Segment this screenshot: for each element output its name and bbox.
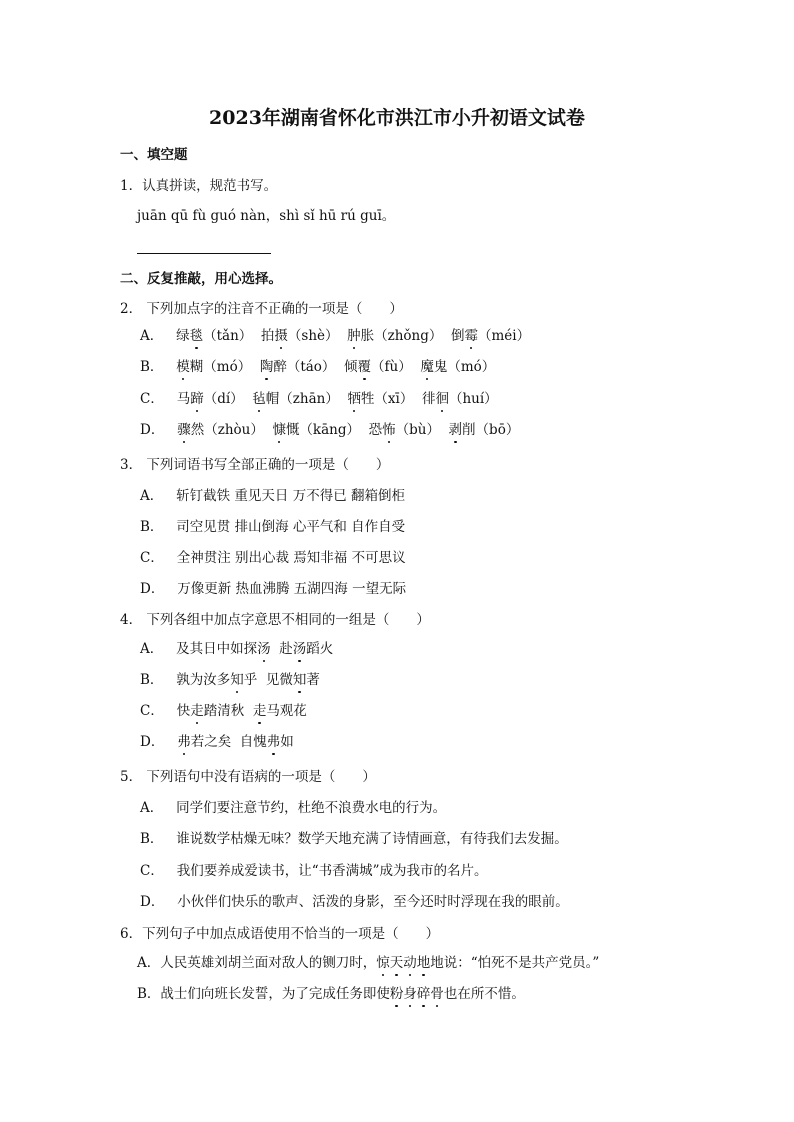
- question-5-option-c[interactable]: C． 我们要养成爱读书，让“书香满城”成为我市的名片。: [140, 863, 488, 879]
- dotted-char: 弗: [266, 734, 281, 750]
- dotted-char: 蹄: [190, 391, 204, 407]
- dotted-char: 走: [190, 703, 204, 719]
- question-5-option-b[interactable]: B． 谁说数学枯燥无味？数学天地充满了诗情画意，有待我们去发掘。: [140, 831, 568, 847]
- option-letter: C．: [140, 550, 164, 566]
- option-letter: A．: [137, 955, 161, 971]
- option-letter: D．: [140, 734, 165, 750]
- page-title: 2023年湖南省怀化市洪江市小升初语文试卷: [209, 107, 585, 129]
- dotted-char: 霉: [464, 328, 478, 344]
- question-2-option-d[interactable]: D． 骤然（zhòu） 慷慨（kāng） 恐怖（bù） 剥削（bō）: [140, 422, 520, 438]
- question-2-stem: 2． 下列加点字的注音不正确的一项是（ ）: [120, 301, 403, 317]
- question-5-stem: 5． 下列语句中没有语病的一项是（ ）: [120, 769, 376, 785]
- option-letter: A．: [140, 800, 164, 816]
- dotted-char: 毯: [189, 328, 204, 344]
- question-2-option-b[interactable]: B． 模糊（mó） 陶醉（táo） 倾覆（fù） 魔鬼（mó）: [140, 359, 496, 375]
- question-4-option-a[interactable]: A． 及其日中如探汤 赴汤蹈火: [140, 641, 334, 657]
- question-4-stem: 4． 下列各组中加点字意思不相同的一组是（ ）: [120, 612, 430, 628]
- dotted-char: 粉: [389, 986, 404, 1002]
- option-letter: B．: [140, 831, 164, 847]
- dotted-char: 汤: [292, 641, 307, 657]
- answer-blank-line: [137, 253, 271, 254]
- dotted-char: 徊: [435, 391, 449, 407]
- dotted-char: 天: [389, 955, 404, 971]
- question-4-option-b[interactable]: B． 孰为汝多知乎 见微知著: [140, 672, 320, 688]
- dotted-char: 怖: [382, 422, 396, 438]
- dotted-char: 慷: [272, 422, 286, 438]
- dotted-char: 动: [403, 955, 417, 971]
- question-6-option-b[interactable]: B．战士们向班长发誓，为了完成任务即使粉身碎骨也在所不惜。: [137, 986, 525, 1002]
- option-letter: C．: [140, 703, 164, 719]
- dotted-char: 肿: [347, 328, 361, 344]
- option-letter: C．: [140, 863, 164, 879]
- dotted-char: 身: [403, 986, 417, 1002]
- question-5-option-a[interactable]: A． 同学们要注意节约，杜绝不浪费水电的行为。: [140, 800, 447, 816]
- question-4-option-d[interactable]: D． 弗若之矣 自愧弗如: [140, 734, 294, 750]
- question-3-option-d[interactable]: D． 万像更新 热血沸腾 五湖四海 一望无际: [140, 581, 407, 597]
- dotted-char: 覆: [357, 359, 372, 375]
- question-1-stem: 1．认真拼读，规范书写。: [120, 178, 278, 194]
- question-6-option-a[interactable]: A．人民英雄刘胡兰面对敌人的铡刀时，惊天动地地说：“怕死不是共产党员。”: [137, 955, 600, 971]
- question-3-stem: 3． 下列词语书写全部正确的一项是（ ）: [120, 457, 390, 473]
- option-letter: A．: [140, 328, 164, 344]
- dotted-char: 剥: [448, 422, 463, 438]
- dotted-char: 知: [230, 672, 244, 688]
- dotted-char: 骨: [430, 986, 444, 1002]
- dotted-char: 模: [176, 359, 190, 375]
- dotted-char: 魔: [420, 359, 434, 375]
- dotted-idiom: [390, 986, 444, 1002]
- question-2-option-a[interactable]: A． 绿毯（tǎn） 拍摄（shè） 肿胀（zhǒng） 倒霉（méi）: [140, 328, 531, 344]
- question-6-stem: 6．下列句子中加点成语使用不恰当的一项是（ ）: [120, 926, 440, 942]
- question-1-pinyin: juān qū fù guó nàn，shì sǐ hū rú guī。: [137, 208, 396, 224]
- dotted-char: 骤: [177, 422, 191, 438]
- option-letter: B．: [140, 359, 164, 375]
- option-letter: A．: [140, 488, 164, 504]
- option-letter: D．: [140, 422, 165, 438]
- question-2-option-c[interactable]: C． 马蹄（dí） 毡帽（zhān） 牺牲（xī） 徘徊（huí）: [140, 391, 498, 407]
- dotted-char: 毡: [252, 391, 266, 407]
- option-letter: B．: [140, 672, 164, 688]
- question-5-option-d[interactable]: D． 小伙伴们快乐的歌声、活泼的身影，至今还时时浮现在我的眼前。: [140, 894, 569, 910]
- dotted-char: 摄: [274, 328, 288, 344]
- dotted-char: 汤: [257, 641, 271, 657]
- dotted-char: 走: [252, 703, 267, 719]
- dotted-char: 知: [292, 672, 307, 688]
- option-letter: D．: [140, 894, 165, 910]
- dotted-char: 弗: [177, 734, 191, 750]
- option-letter: D．: [140, 581, 165, 597]
- dotted-idiom: [376, 955, 430, 971]
- question-3-option-c[interactable]: C． 全神贯注 别出心裁 焉知非福 不可思议: [140, 550, 406, 566]
- dotted-char: 惊: [376, 955, 390, 971]
- section-heading-choice: 二、反复推敲，用心选择。: [120, 271, 282, 287]
- option-letter: C．: [140, 391, 164, 407]
- question-3-option-a[interactable]: A． 斩钉截铁 重见天日 万不得已 翻箱倒柜: [140, 488, 405, 504]
- section-heading-fill-in: 一、填空题: [120, 147, 188, 163]
- dotted-char: 陶: [259, 359, 274, 375]
- dotted-char: 地: [416, 955, 431, 971]
- dotted-char: 牺: [347, 391, 361, 407]
- dotted-char: 碎: [416, 986, 431, 1002]
- question-3-option-b[interactable]: B． 司空见贯 排山倒海 心平气和 自作自受: [140, 519, 406, 535]
- option-letter: A．: [140, 641, 164, 657]
- option-letter: B．: [140, 519, 164, 535]
- question-4-option-c[interactable]: C． 快走踏清秋 走马观花: [140, 703, 307, 719]
- option-letter: B．: [137, 986, 161, 1002]
